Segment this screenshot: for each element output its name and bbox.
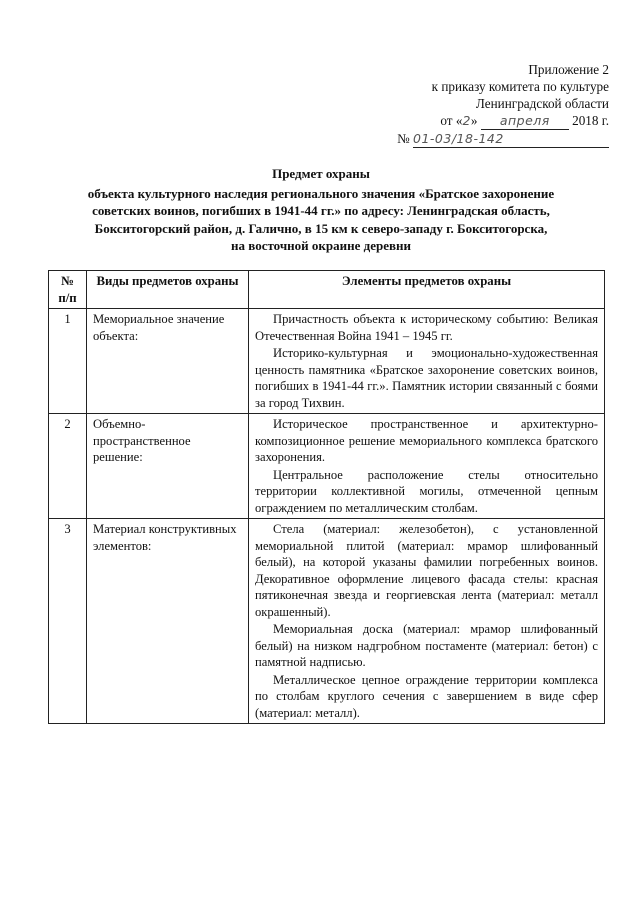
order-number (339, 130, 609, 148)
header-num: № п/п (49, 271, 87, 309)
title-main: Предмет охраны (272, 166, 370, 181)
element-paragraph: Историческое пространственное и архитектурно-композиционное решение мемориального комплекса братского захоронения. (255, 417, 598, 464)
date-month-handwritten: апреля (481, 112, 569, 130)
region-name: Ленинградской области (475, 96, 609, 111)
element-paragraph: Причастность объекта к историческому событию: Великая Отечественная Война 1941 – 1945 гг. (255, 312, 598, 343)
row-number: 3 (49, 519, 87, 724)
title-line-3: Бокситогорский район, д. Галично, в 15 км к северо-западу г. Бокситогорска, (94, 220, 548, 236)
row-elements (249, 309, 605, 414)
row-elements (249, 519, 605, 724)
element-paragraph: Мемориальная доска (материал: мрамор шлифованный белый) на низком надгробном постаменте (материал: бетон) с памятной надписью. (255, 622, 598, 669)
order-reference: к приказу комитета по культуре (431, 79, 609, 94)
protection-table (48, 270, 605, 724)
header-kind: Виды предметов охраны (87, 271, 249, 309)
date-year: 2018 г. (572, 113, 609, 128)
title-line-1: объекта культурного наследия регионального значения «Братское захоронение (87, 185, 555, 201)
number-prefix: № (397, 131, 410, 146)
title-line-2: советских воинов, погибших в 1941-44 гг.» по адресу: Ленинградская область, (92, 203, 550, 218)
row-kind: Мемориальное значение объекта: (87, 309, 249, 414)
order-date (339, 112, 609, 130)
table-header-row (49, 271, 605, 309)
table-row (49, 519, 605, 724)
row-kind: Объемно-пространственное решение: (87, 414, 249, 519)
row-kind: Материал конструктивных элементов: (87, 519, 249, 724)
header-elements: Элементы предметов охраны (249, 271, 605, 309)
number-handwritten: 01-03/18-142 (413, 130, 609, 148)
element-paragraph: Металлическое цепное ограждение территории комплекса по столбам круглого сечения с завершением в виде сфер (материал: металл). (255, 672, 598, 720)
element-paragraph: Стела (материал: железобетон), с установленной мемориальной плитой (материал: мрамор шлифованный белый), на которой указаны фамилии погребенных воинов. Декоративное оформление лицевого фасада стелы: красная пятиконечная звезда и георгиевская лента (материал: металл окрашенный). (255, 522, 598, 619)
table-row (49, 414, 605, 519)
row-number: 1 (49, 309, 87, 414)
row-elements (249, 414, 605, 519)
element-paragraph: Историко-культурная и эмоционально-художественная ценность памятника «Братское захоронение советских воинов, погибших в 1941-44 гг.». Памятник истории связанный с боями за город Тихвин. (255, 346, 598, 410)
table-row (49, 309, 605, 414)
title-line-4: на восточной окраине деревни (231, 238, 411, 253)
document-title (40, 165, 602, 255)
row-number: 2 (49, 414, 87, 519)
date-day-handwritten: 2 (462, 113, 471, 128)
appendix-header (339, 61, 609, 148)
element-paragraph: Центральное расположение стелы относительно территории коллективной могилы, отмеченной цепным ограждением по металлическим столбам. (255, 467, 598, 515)
appendix-number: Приложение 2 (528, 62, 609, 77)
date-prefix: от « (440, 113, 463, 128)
date-mid: » (470, 113, 478, 128)
